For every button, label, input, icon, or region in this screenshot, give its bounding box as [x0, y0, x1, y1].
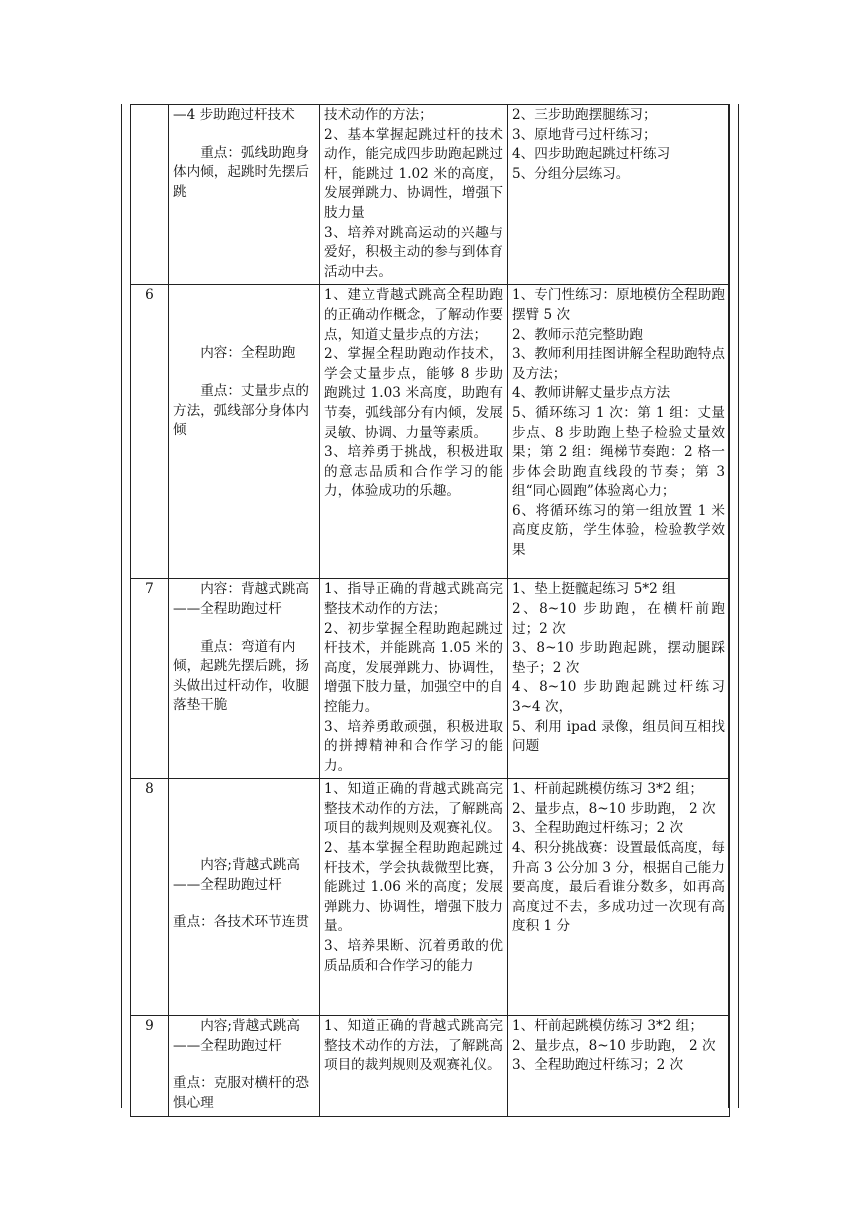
lesson-plan-table — [130, 104, 730, 1117]
goal-item: 3、培养对跳高运动的兴趣与爱好，积极主动的参与到体育活动中去。 — [324, 224, 503, 280]
method-item: 3、原地背弓过杆练习； — [512, 126, 657, 143]
lesson-number: 7 — [131, 579, 169, 779]
goal-item: 1、建立背越式跳高全程助跑的正确动作概念，了解动作要点，知道丈量步点的方法； — [324, 287, 503, 343]
method-item: 5、利用 ipad 录像，组员间互相找问题 — [512, 718, 725, 755]
goal-item: 1、指导正确的背越式跳高完整技术动作的方法； — [324, 581, 503, 617]
method-item: 4、四步助跑起跳过杆练习 — [512, 146, 671, 163]
goal-item: 3、培养勇于挑战，积极进取的意志品质和合作学习的能力，体验成功的乐趣。 — [324, 444, 503, 500]
method-item: 1、杆前起跳模仿练习 3*2 组； — [512, 781, 703, 798]
goal-item: 2、基本掌握起跳过杆的技术动作，能完成四步助跑起跳过杆，能跳过 1.02 米的高度，发展弹跳力、协调性，增强下肢力量 — [324, 126, 503, 221]
topic-focus: 重点：弧线助跑身体内倾，起跳时先摆后跳 — [173, 144, 309, 200]
lesson-number: 6 — [131, 285, 169, 579]
method-item: 2、三步助跑摆腿练习； — [512, 107, 657, 123]
method-item: 2、量步点，8~10 步助跑， 2 次 — [512, 1037, 716, 1054]
topic-focus: 重点：丈量步点的方法，弧线部分身体内倾 — [173, 382, 309, 439]
method-item: 2、量步点，8~10 步助跑， 2 次 — [512, 800, 716, 817]
goal-item: 1、知道正确的背越式跳高完整技术动作的方法，了解跳高项目的裁判规则及观赛礼仪。 — [324, 781, 503, 837]
goal-item: 2、基本掌握全程助跑起跳过杆技术，学会执裁微型比赛，能跳过 1.06 米的高度；发展弹跳力、协调性，增强下肢力量。 — [324, 840, 503, 935]
table-row — [131, 285, 730, 579]
lesson-goals — [320, 105, 508, 285]
method-item: 6、将循环练习的第一组放置 1 米高度皮筋，学生体验，检验教学效果 — [512, 502, 725, 559]
lesson-topic — [169, 105, 320, 285]
method-item: 3、全程助跑过杆练习；2 次 — [512, 1057, 684, 1074]
method-item: 5、分组分层练习。 — [512, 165, 630, 182]
lesson-goals — [320, 1016, 508, 1116]
lesson-methods — [508, 579, 730, 779]
method-item: 3、全程助跑过杆练习；2 次 — [512, 820, 684, 837]
lesson-topic — [169, 579, 320, 779]
method-item: 1、专门性练习：原地模仿全程助跑摆臂 5 次 — [512, 287, 725, 323]
method-item: 4、8~10 步助跑起跳过杆练习 3~4 次， — [512, 679, 725, 715]
table-row — [131, 1016, 730, 1116]
method-item: 3、教师利用挂图讲解全程助跑特点及方法； — [512, 346, 725, 382]
lesson-number: 8 — [131, 779, 169, 1016]
method-item: 5、循环练习 1 次：第 1 组：丈量步点、8 步助跑上垫子检验丈量效果；第 2 组：绳梯节奏跑：2 格一步体会助跑直线段的节奏；第 3 组“同心圆跑”体验离心力； — [512, 404, 725, 500]
lesson-methods — [508, 779, 730, 1016]
goal-item: 2、初步掌握全程助跑起跳过杆技术，并能跳高 1.05 米的高度，发展弹跳力、协调性，增强下肢力量，加强空中的自控能力。 — [324, 620, 503, 715]
topic-focus: 重点：各技术环节连贯 — [173, 914, 309, 931]
topic-focus: 重点：弯道有内倾，起跳先摆后跳，扬头做出过杆动作，收腿落垫干脆 — [173, 638, 309, 714]
goal-item: 3、培养果断、沉着勇敢的优质品质和合作学习的能力 — [324, 938, 503, 974]
topic-content: 内容：全程助跑 — [200, 345, 296, 362]
method-item: 1、杆前起跳模仿练习 3*2 组； — [512, 1018, 703, 1035]
lesson-goals — [320, 579, 508, 779]
topic-content: 内容;背越式跳高——全程助跑过杆 — [173, 1018, 300, 1054]
method-item: 4、教师讲解丈量步点方法 — [512, 385, 671, 402]
lesson-methods — [508, 285, 730, 579]
topic-content: —4 步助跑过杆技术 — [173, 107, 295, 123]
lesson-goals — [320, 285, 508, 579]
goal-item: 2、掌握全程助跑动作技术，学会丈量步点，能够 8 步助跑跳过 1.03 米高度，助跑有节奏，弧线部分有内倾，发展灵敏、协调、力量等素质。 — [324, 346, 503, 441]
topic-content: 内容;背越式跳高——全程助跑过杆 — [173, 857, 300, 893]
method-item: 2、8~10 步助跑，在横杆前跑过；2 次 — [512, 600, 725, 637]
lesson-topic — [169, 779, 320, 1016]
lesson-methods — [508, 105, 730, 285]
lesson-goals — [320, 779, 508, 1016]
table-row — [131, 105, 730, 285]
goal-item: 1、知道正确的背越式跳高完整技术动作的方法，了解跳高项目的裁判规则及观赛礼仪。 — [324, 1018, 503, 1074]
method-item: 2、教师示范完整助跑 — [512, 326, 643, 343]
method-item: 3、8~10 步助跑起跳，摆动腿踩垫子；2 次 — [512, 640, 725, 676]
topic-content: 内容：背越式跳高——全程助跑过杆 — [173, 581, 309, 617]
method-item: 4、积分挑战赛：设置最低高度，每升高 3 公分加 3 分，根据自己能力要高度，最后看谁分数多，如再高高度过不去，多成功过一次现有高度积 1 分 — [512, 840, 725, 935]
topic-focus: 重点：克服对横杆的恐惧心理 — [173, 1075, 309, 1112]
lesson-number: 9 — [131, 1016, 169, 1116]
table-row — [131, 779, 730, 1016]
table-row — [131, 579, 730, 779]
lesson-topic — [169, 1016, 320, 1116]
goal-item: 技术动作的方法； — [324, 107, 433, 123]
lesson-methods — [508, 1016, 730, 1116]
lesson-topic — [169, 285, 320, 579]
method-item: 1、垫上挺髋起练习 5*2 组 — [512, 581, 676, 598]
lesson-number — [131, 105, 169, 285]
goal-item: 3、培养勇敢顽强，积极进取的拼搏精神和合作学习的能力。 — [324, 718, 503, 774]
